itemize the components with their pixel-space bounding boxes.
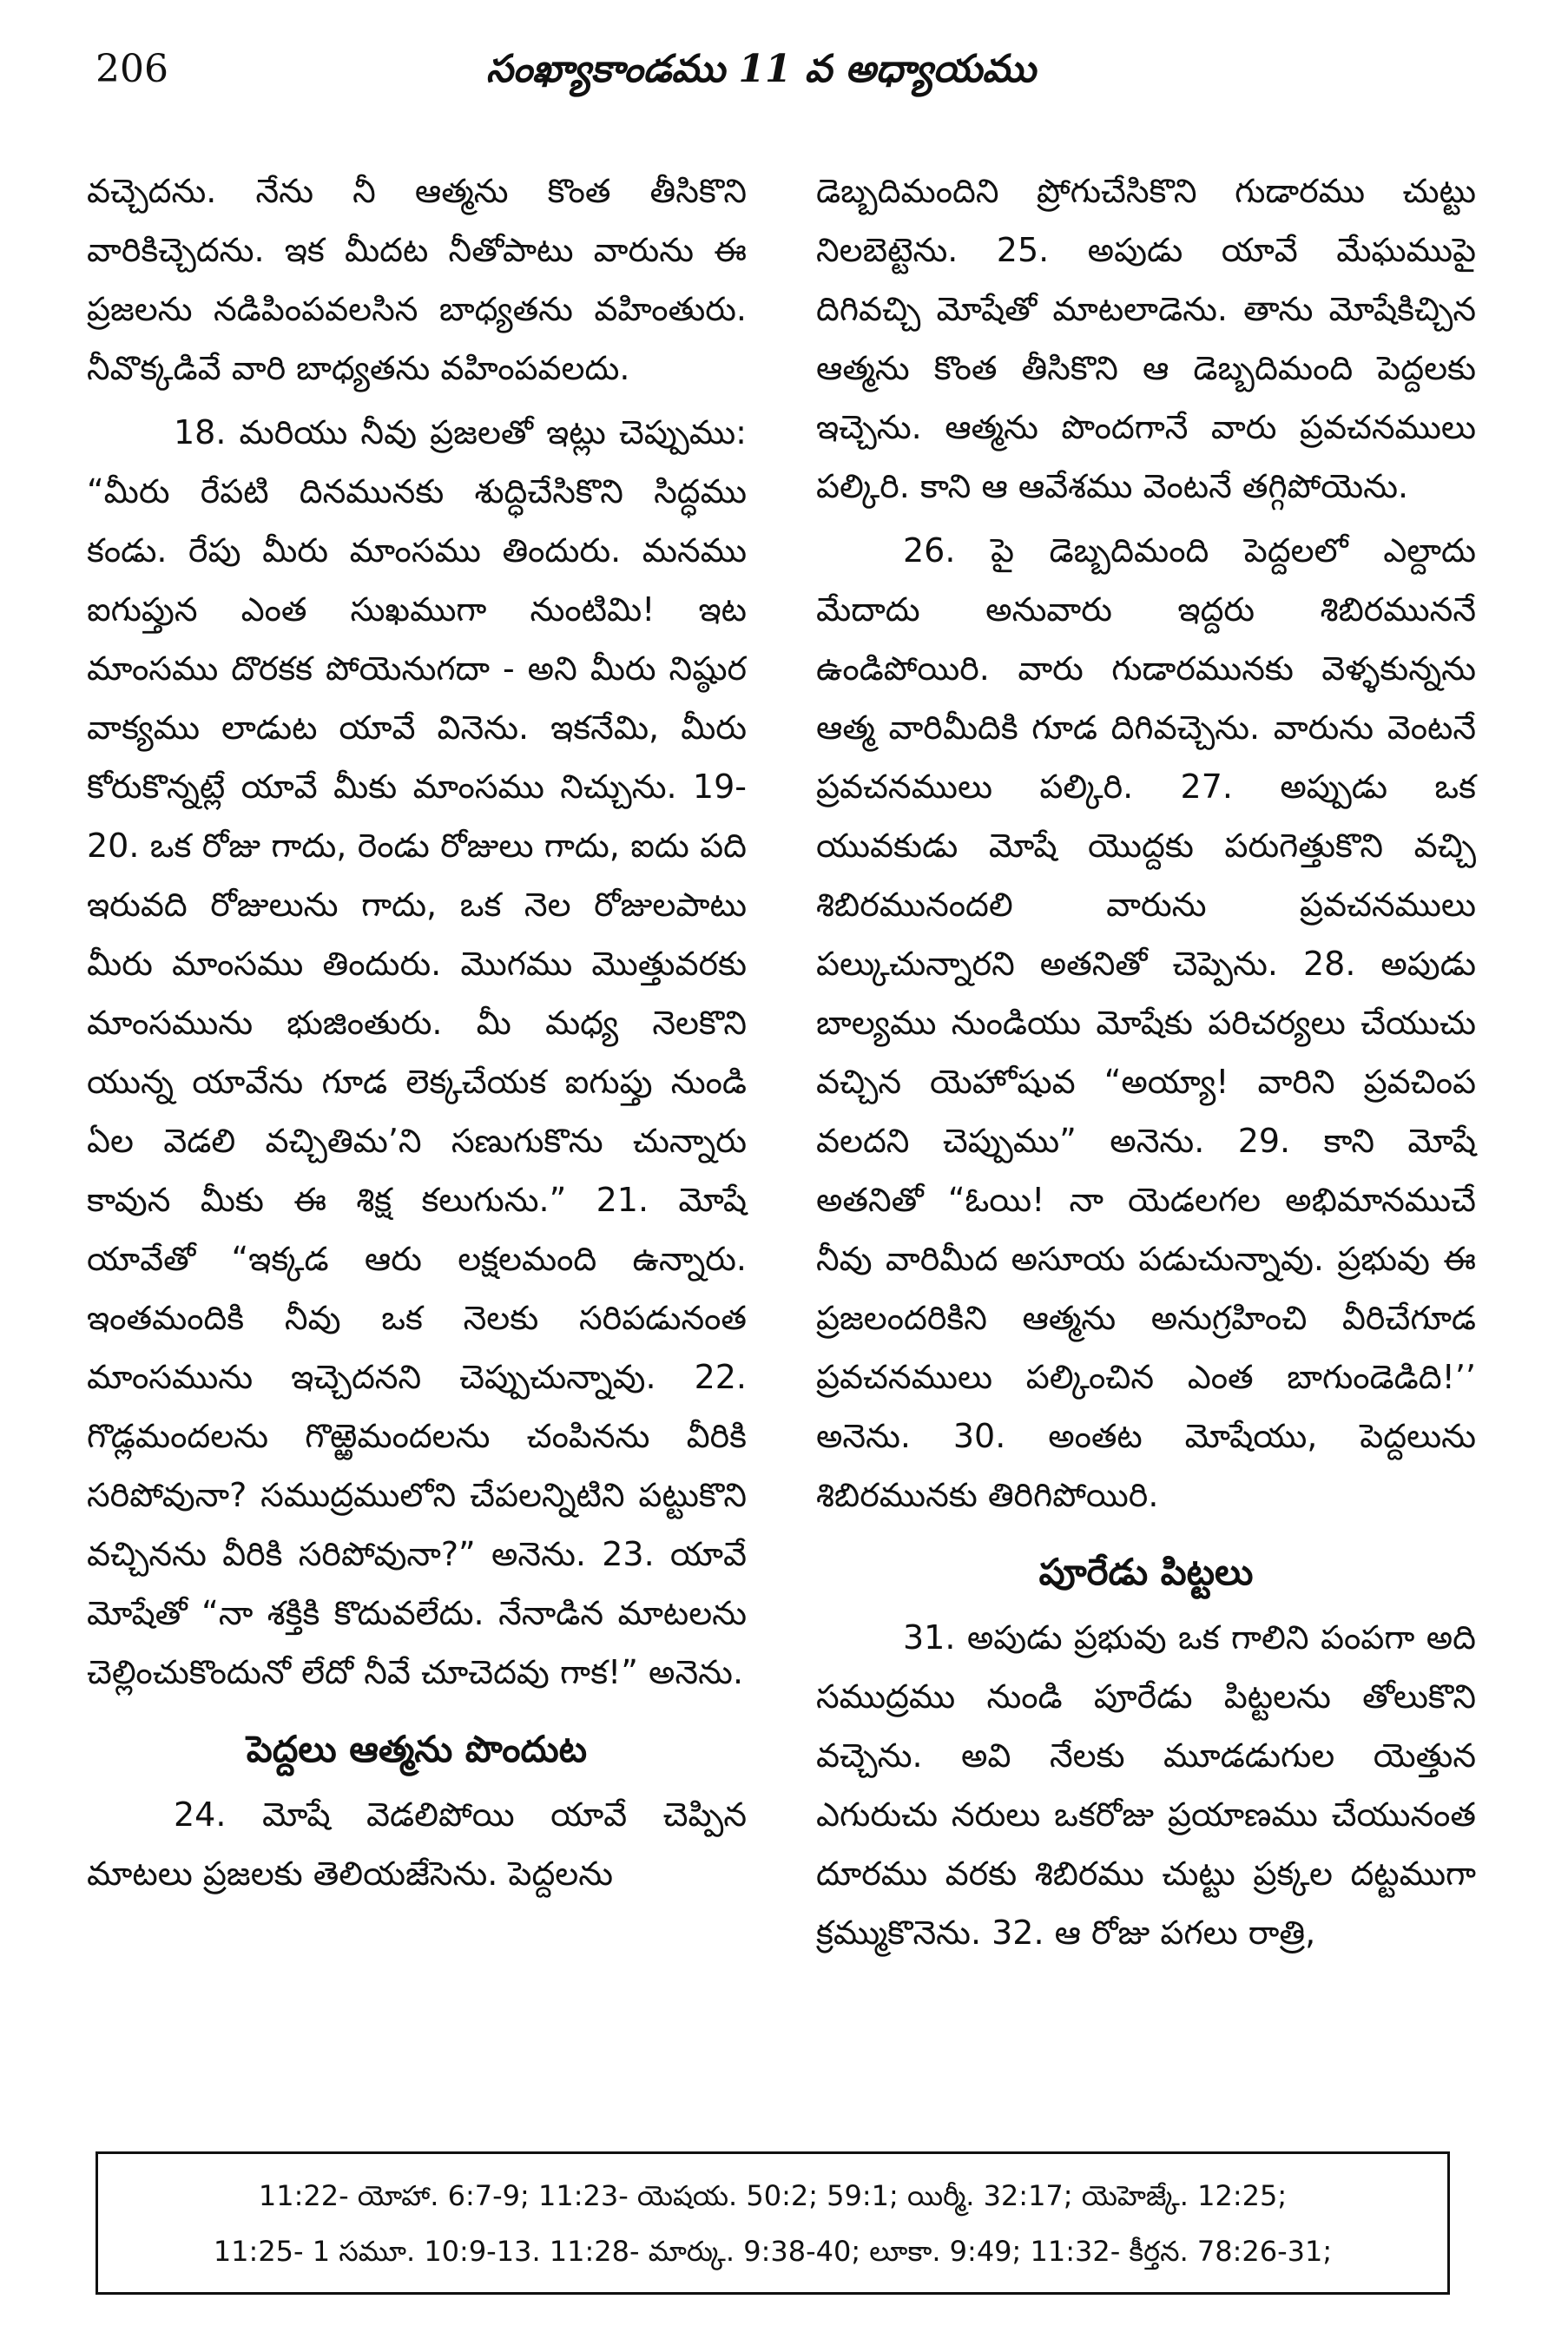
paragraph-continuation: వచ్చెదను. నేను నీ ఆత్మను కొంత తీసికొని వారికిచ్చెదను. ఇక మీదట నీతోపాటు వారును ఈ ప్రజలను నడిపింపవలసిన బాధ్యతను వహింతురు. నీవొక్కడివే వారి బాధ్యతను వహింపవలదు.	[87, 172, 747, 387]
right-column	[816, 161, 1476, 1967]
paragraph-verses-24-25: డెబ్బదిమందిని ప్రోగుచేసికొని గుడారము చుట్టు నిలబెట్టెను. 25. అపుడు యావే మేఘముపై దిగివచ్చి మోషేతో మాటలాడెను. తాను మోషేకిచ్చిన ఆత్మను కొంత తీసికొని ఆ డెబ్బదిమంది పెద్దలకు ఇచ్చెను. ఆత్మను పొందగానే వారు ప్రవచనములు పల్కిరి. కాని ఆ ఆవేశము వెంటనే తగ్గిపోయెను.	[816, 172, 1476, 505]
paragraph-verse-24: 24. మోషే వెడలిపోయి యావే చెప్పిన మాటలు ప్రజలకు తెలియజేసెను. పెద్దలను	[87, 1795, 747, 1893]
cross-references-box	[96, 2151, 1450, 2295]
paragraph-verses-26-30: 26. పై డెబ్బదిమంది పెద్దలలో ఎల్దాదు మేదాదు అనువారు ఇద్దరు శిబిరముననే ఉండిపోయిరి. వారు గుడారమునకు వెళ్ళకున్నను ఆత్మ వారిమీదికి గూడ దిగివచ్చెను. వారును వెంటనే ప్రవచనములు పల్కిరి. 27. అప్పుడు ఒక యువకుడు మోషే యొద్దకు పరుగెత్తుకొని వచ్చి శిబిరమునందలి వారును ప్రవచనములు పల్కుచున్నారని అతనితో చెప్పెను. 28. అపుడు బాల్యము నుండియు మోషేకు పరిచర్యలు చేయుచు వచ్చిన యెహోషువ “అయ్యా! వారిని ప్రవచింప వలదని చెప్పుము” అనెను. 29. కాని మోషే అతనితో “ఓయి! నా యెడలగల అభిమానముచే నీవు వారిమీద అసూయ పడుచున్నావు. ప్రభువు ఈ ప్రజలందరికిని ఆత్మను అనుగ్రహించి వీరిచేగూడ ప్రవచనములు పల్కించిన ఎంత బాగుండెడిది!’’ అనెను. 30. అంతట మోషేయు, పెద్దలును శిబిరమునకు తిరిగిపోయిరి.	[816, 531, 1476, 1514]
paragraph-verses-18-23: 18. మరియు నీవు ప్రజలతో ఇట్లు చెప్పుము: “మీరు రేపటి దినమునకు శుద్ధిచేసికొని సిద్ధము కండు. రేపు మీరు మాంసము తిందురు. మనము ఐగుప్తున ఎంత సుఖముగా నుంటిమి! ఇట మాంసము దొరకక పోయెనుగదా - అని మీరు నిష్ఠుర వాక్యము లాడుట యావే వినెను. ఇకనేమి, మీరు కోరుకొన్నట్లే యావే మీకు మాంసము నిచ్చును. 19-20. ఒక రోజు గాదు, రెండు రోజులు గాదు, ఐదు పది ఇరువది రోజులును గాదు, ఒక నెల రోజులపాటు మీరు మాంసము తిందురు. మొగము మొత్తువరకు మాంసమును భుజింతురు. మీ మధ్య నెలకొని యున్న యావేను గూడ లెక్కచేయక ఐగుప్తు నుండి ఏల వెడలి వచ్చితిమ’ని సణుగుకొను చున్నారు కావున మీకు ఈ శిక్ష కలుగును.” 21. మోషే యావేతో “ఇక్కడ ఆరు లక్షలమంది ఉన్నారు. ఇంతమందికి నీవు ఒక నెలకు సరిపడునంత మాంసమును ఇచ్చెదనని చెప్పుచున్నావు. 22. గొడ్లమందలను గొఱ్ఱెమందలను చంపినను వీరికి సరిపోవునా? సముద్రములోని చేపలన్నిటిని పట్టుకొని వచ్చినను వీరికి సరిపోవునా?” అనెను. 23. యావే మోషేతో “నా శక్తికి కొదువలేదు. నేనాడిన మాటలను చెల్లించుకొందునో లేదో నీవే చూచెదవు గాక!” అనెను.	[87, 413, 747, 1691]
section-heading-elders: పెద్దలు ఆత్మను పొందుట	[246, 1728, 588, 1770]
cross-reference-line-1: 11:22- యోహా. 6:7-9; 11:23- యెషయ. 50:2; 59:1; యిర్మీ. 32:17; యెహెజ్కే. 12:25;	[258, 2179, 1288, 2212]
section-heading-quails: పూరేడు పిట్టలు	[1038, 1551, 1254, 1593]
running-title: సంఖ్యాకాండము 11 వ అధ్యాయము	[486, 47, 1036, 91]
left-column	[87, 161, 747, 1908]
page-number: 206	[96, 47, 168, 91]
paragraph-verses-31-32: 31. అపుడు ప్రభువు ఒక గాలిని పంపగా అది సముద్రము నుండి పూరేడు పిట్టలను తోలుకొని వచ్చెను. అవి నేలకు మూడడుగుల యెత్తున ఎగురుచు నరులు ఒకరోజు ప్రయాణము చేయునంత దూరము వరకు శిబిరము చుట్టు ప్రక్కల దట్టముగా క్రమ్ముకొనెను. 32. ఆ రోజు పగలు రాత్రి,	[816, 1618, 1476, 1952]
cross-reference-line-2: 11:25- 1 సమూ. 10:9-13. 11:28- మార్కు. 9:38-40; లూకా. 9:49; 11:32- కీర్తన. 78:26-31;	[213, 2235, 1333, 2268]
